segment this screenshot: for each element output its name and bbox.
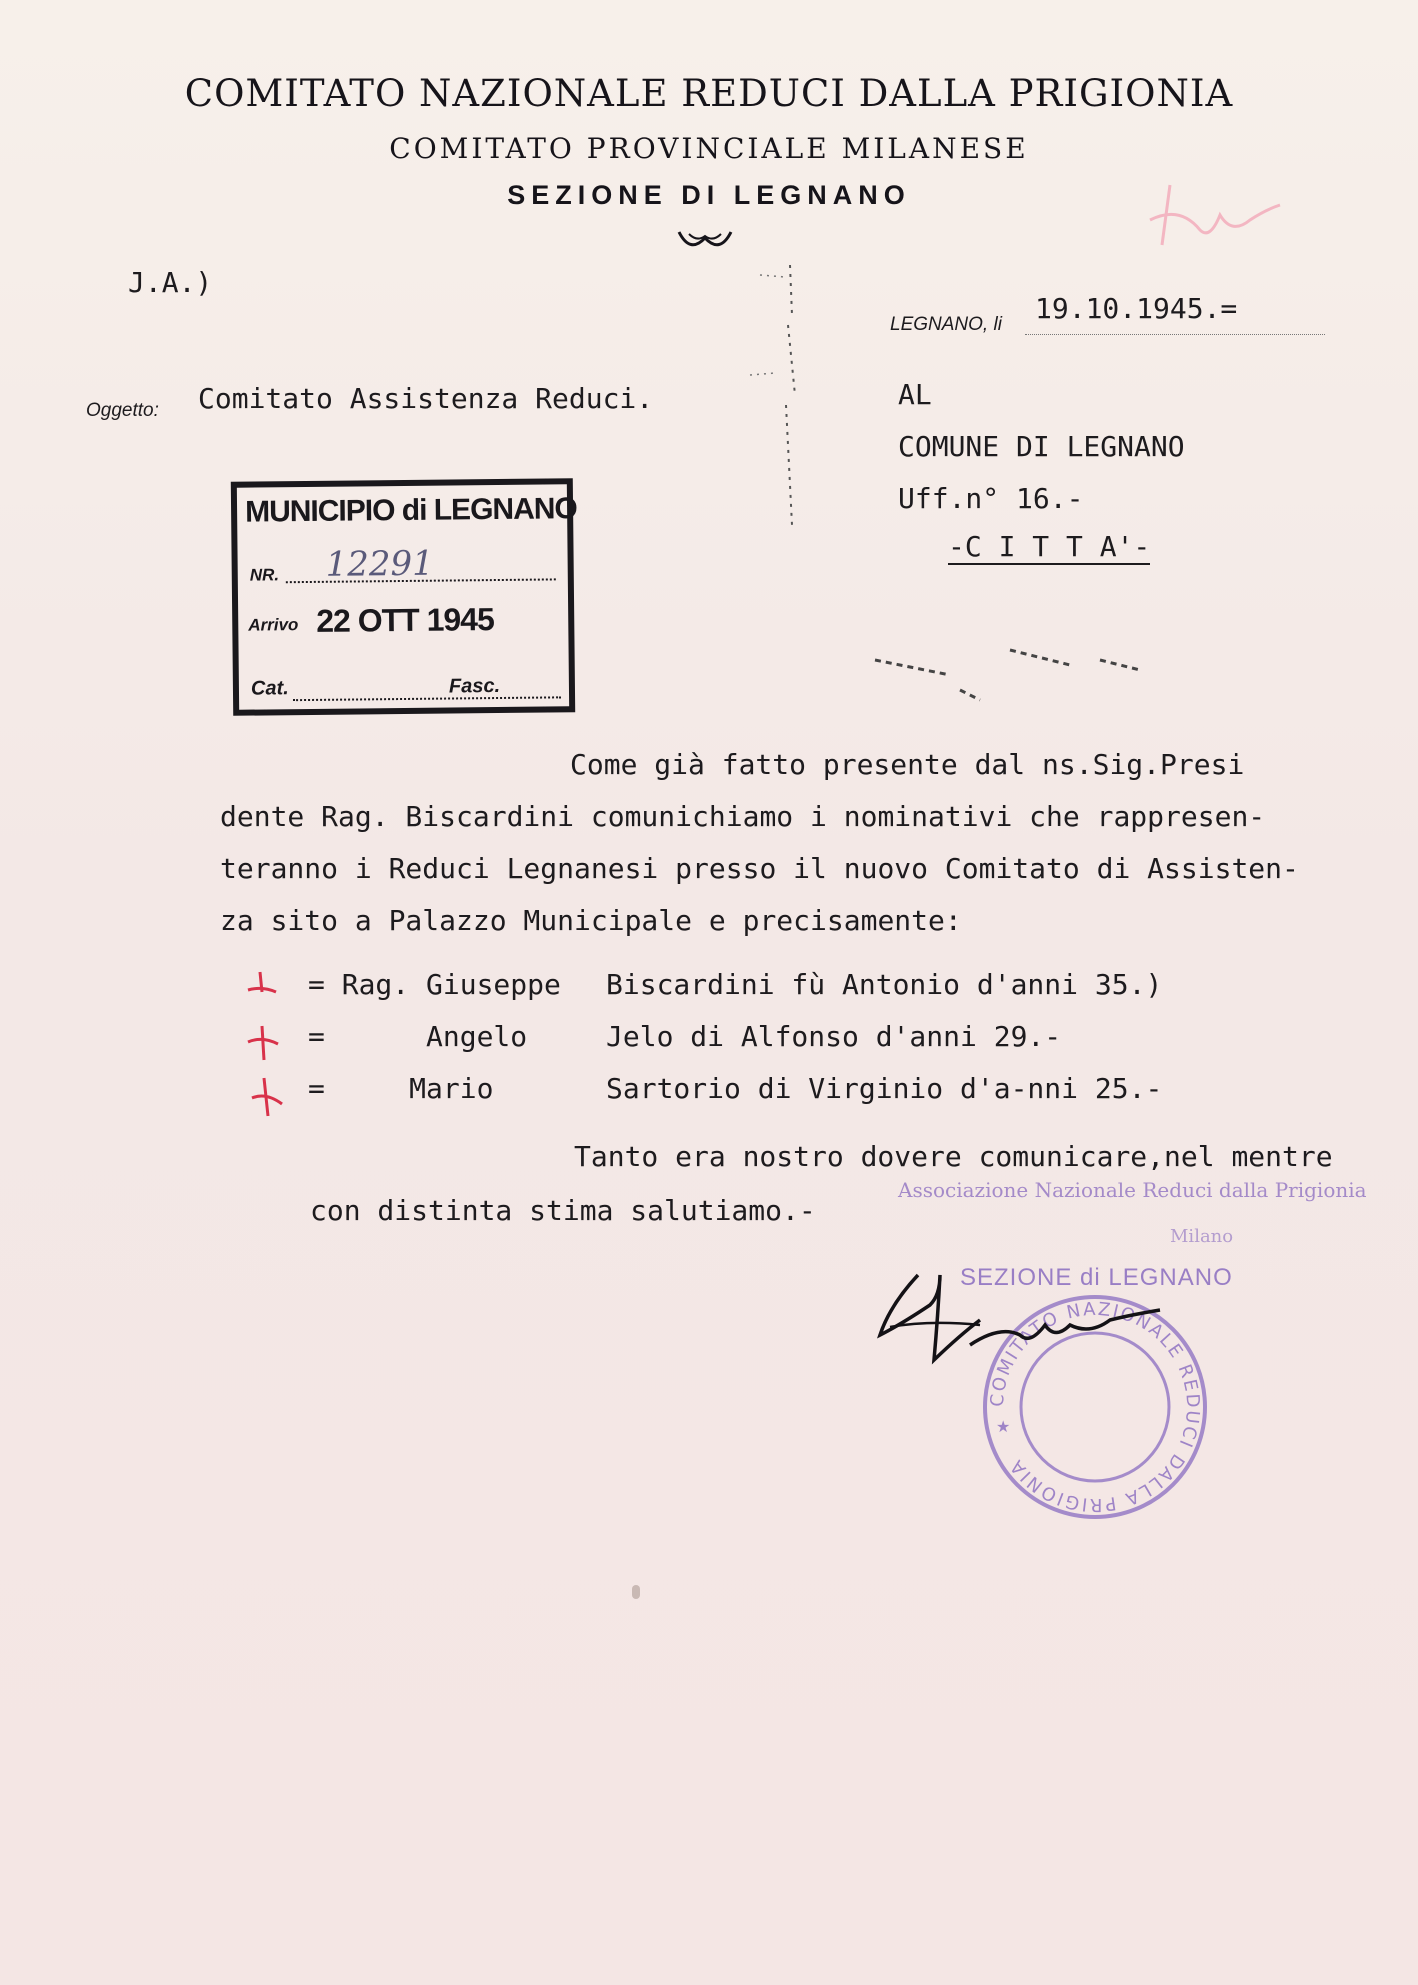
recipient-line-1: AL [898,378,932,411]
list-item-2-name: Jelo di Alfonso d'anni 29.- [606,1020,1062,1053]
stamp-arrivo-label: Arrivo [248,615,299,635]
red-check-mark-icon [246,970,282,1004]
svg-text:★: ★ [996,1417,1011,1436]
association-stamp-line-2: Milano [1170,1226,1234,1247]
letterhead-title: COMITATO NAZIONALE REDUCI DALLA PRIGIONIA [184,72,1234,115]
recipient-line-4: -C I T T A'- [948,530,1151,563]
ink-smudge-mark [870,640,1170,720]
list-item-1-prefix: = Rag. Giuseppe [308,968,561,1001]
subject-text: Comitato Assistenza Reduci. [198,382,654,415]
reference-code: J.A.) [128,266,213,299]
red-check-mark-icon [250,1076,286,1120]
list-item-3-name: Sartorio di Virginio d'a-nni 25.- [606,1072,1163,1105]
list-item-1-name: Biscardini fù Antonio d'anni 35.) [606,968,1163,1001]
date-line [1025,333,1325,335]
body-line-2: dente Rag. Biscardini comunichiamo i nominativi che rappresen- [220,800,1266,833]
association-stamp-line-1: Associazione Nazionale Reduci dalla Prigionia [898,1178,1367,1202]
stamp-title: MUNICIPIO di LEGNANO [244,492,577,529]
body-line-1: Come già fatto presente dal ns.Sig.Presi [570,748,1245,781]
list-item-2-prefix: = Angelo [308,1020,528,1053]
stamp-nr-label: NR. [249,565,280,585]
document-date: 19.10.1945.= [1035,292,1238,325]
handwritten-signature [870,1265,1190,1375]
stamp-nr-value: 12291 [325,543,435,585]
recipient-line-2: COMUNE DI LEGNANO [898,430,1185,463]
red-check-mark-icon [246,1024,282,1064]
ink-smudge-mark [740,255,810,535]
list-item-3-prefix: = Mario [308,1072,494,1105]
body-line-4: za sito a Palazzo Municipale e precisamente: [220,904,962,937]
association-stamp-line-3: SEZIONE di LEGNANO [960,1264,1233,1291]
stamp-cat-value: Fasc. [448,674,501,698]
stamp-cat-label: Cat. [250,677,289,700]
letterhead-section: SEZIONE DI LEGNANO [507,180,911,210]
paper-speck [632,1585,640,1599]
letterhead-subtitle: COMITATO PROVINCIALE MILANESE [389,132,1029,165]
pencil-scribble-mark [1140,175,1290,265]
seal-ring-text: COMITATO NAZIONALE REDUCI DALLA PRIGIONIA [986,1298,1204,1516]
recipient-line-3: Uff.n° 16.- [898,482,1084,515]
closing-line-2: con distinta stima salutiamo.- [310,1194,816,1227]
body-line-3: teranno i Reduci Legnanesi presso il nuovo Comitato di Assisten- [220,852,1299,885]
ornament-icon [675,228,735,258]
received-stamp [231,478,575,716]
place-label: LEGNANO, li [890,314,1002,335]
closing-line-1: Tanto era nostro dovere comunicare,nel mentre [574,1140,1333,1173]
stamp-rule [293,696,561,701]
subject-label: Oggetto: [86,400,159,421]
stamp-arrivo-date: 22 OTT 1945 [316,601,494,639]
